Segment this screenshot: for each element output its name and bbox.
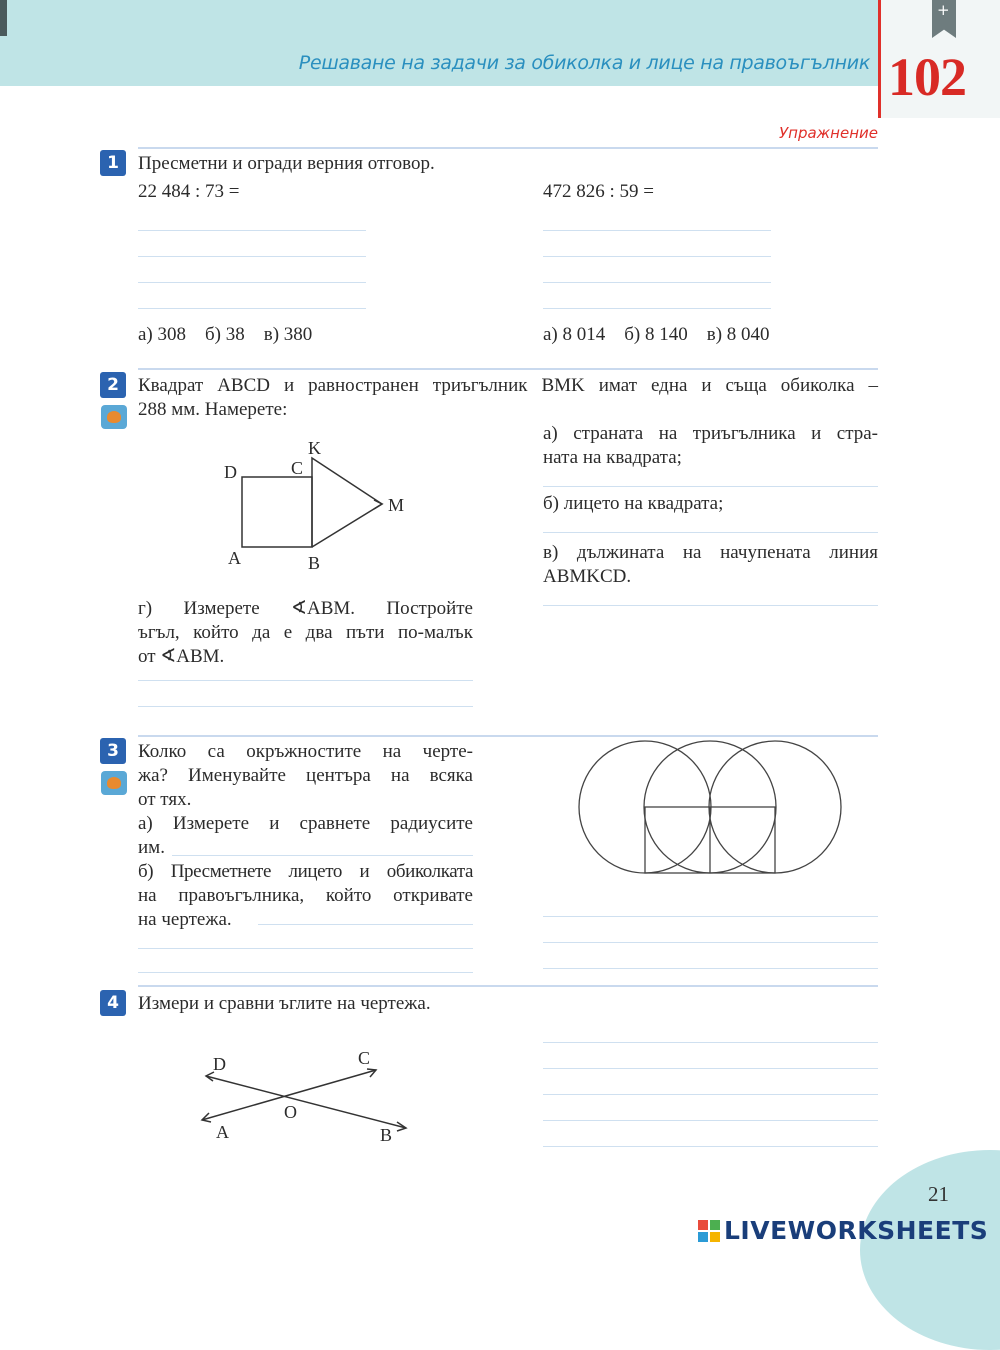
task-3-line7: на правоъгълника, който откривате <box>138 885 473 906</box>
label-c: C <box>358 1048 371 1068</box>
task-3-line4: а) Измерете и сравнете радиусите <box>138 813 473 834</box>
task-2-a-line1: а) страната на триъгълника и стра- <box>543 423 878 444</box>
task-2-prompt-line2: 288 мм. Намерете: <box>138 399 288 420</box>
answer-line[interactable] <box>543 968 878 969</box>
answer-line[interactable] <box>543 256 771 257</box>
task-1-number: 1 <box>100 150 126 176</box>
answer-line[interactable] <box>543 1068 878 1069</box>
answer-line[interactable] <box>138 256 366 257</box>
triangle-bmk <box>312 458 382 547</box>
answer-line[interactable] <box>543 532 878 533</box>
task-1-right-options[interactable]: а) 8 014 б) 8 140 в) 8 040 <box>543 324 770 345</box>
label-c: C <box>291 458 304 478</box>
answer-line[interactable] <box>543 486 878 487</box>
page-title: Решаване на задачи за обиколка и лице на правоъгълник <box>298 52 870 74</box>
label-d: D <box>213 1054 226 1074</box>
answer-line[interactable] <box>543 1094 878 1095</box>
task-2-b: б) лицето на квадрата; <box>543 493 724 514</box>
task-3-line3: от тях. <box>138 789 192 810</box>
label-b: B <box>308 553 321 573</box>
brand-name: LIVEWORKSHEETS <box>724 1216 989 1245</box>
answer-line[interactable] <box>543 1120 878 1121</box>
page-number: 21 <box>928 1182 949 1206</box>
task-3-line6: б) Пресметнете лицето и обиколката <box>138 861 473 882</box>
square-abcd <box>242 477 312 547</box>
answer-line[interactable] <box>138 706 473 707</box>
task-2-prompt-line1: Квадрат ABCD и равностранен триъгълник BMK имат една и съща обиколка – <box>138 375 878 396</box>
task-3-number: 3 <box>100 738 126 764</box>
section-rule <box>138 147 878 149</box>
answer-line[interactable] <box>543 308 771 309</box>
answer-line[interactable] <box>543 1042 878 1043</box>
bookmark-plus-icon: + <box>937 1 950 19</box>
task-2-c-line2: ABMKCD. <box>543 566 632 587</box>
task-2-a-line2: ната на квадрата; <box>543 447 682 468</box>
owl-icon <box>101 405 127 429</box>
answer-line[interactable] <box>543 230 771 231</box>
section-rule <box>138 985 878 987</box>
task-3-line5: им. <box>138 837 165 858</box>
task-1-right-expression: 472 826 : 59 = <box>543 181 654 202</box>
task-2-d-line3: от ∢ABM. <box>138 646 225 667</box>
task-2-number: 2 <box>100 372 126 398</box>
answer-line[interactable] <box>258 924 473 925</box>
answer-line[interactable] <box>543 1146 878 1147</box>
answer-line[interactable] <box>543 942 878 943</box>
circles-figure <box>570 735 850 885</box>
arrow-m <box>374 500 382 509</box>
label-a: A <box>216 1122 229 1142</box>
lesson-number: 102 <box>888 47 966 107</box>
line-db <box>206 1076 406 1128</box>
answer-line[interactable] <box>138 680 473 681</box>
answer-line[interactable] <box>172 855 473 856</box>
label-d: D <box>224 462 237 482</box>
liveworksheets-logo-icon <box>698 1220 720 1242</box>
label-k: K <box>308 438 321 458</box>
task-2-c-line1: в) дължината на начупената линия <box>543 542 878 563</box>
answer-line[interactable] <box>138 948 473 949</box>
label-o: O <box>284 1102 297 1122</box>
task-1-left-expression: 22 484 : 73 = <box>138 181 240 202</box>
task-2-d-line2: ъгъл, който да е два пъти по-малък <box>138 622 473 643</box>
task-3-line2: жа? Именувайте центъра на всяка <box>138 765 473 786</box>
owl-icon <box>101 771 127 795</box>
square-triangle-figure <box>200 430 430 580</box>
section-rule <box>138 368 878 370</box>
answer-line[interactable] <box>138 972 473 973</box>
answer-line[interactable] <box>138 308 366 309</box>
label-a: A <box>228 548 241 568</box>
answer-line[interactable] <box>543 282 771 283</box>
corner-tab <box>0 0 7 36</box>
arrow-c <box>367 1069 376 1077</box>
section-label: Упражнение <box>779 124 878 142</box>
task-4-number: 4 <box>100 990 126 1016</box>
angles-figure <box>190 1040 430 1150</box>
label-m: M <box>388 495 405 515</box>
task-1-left-options[interactable]: а) 308 б) 38 в) 380 <box>138 324 313 345</box>
task-1-prompt: Пресметни и огради верния отговор. <box>138 153 435 174</box>
task-3-line8: на чертежа. <box>138 909 232 930</box>
task-3-line1: Колко са окръжностите на черте- <box>138 741 473 762</box>
answer-line[interactable] <box>138 282 366 283</box>
task-2-d-line1: г) Измерете ∢ABM. Постройте <box>138 598 473 619</box>
footer-decoration <box>860 1150 1000 1350</box>
answer-line[interactable] <box>543 916 878 917</box>
answer-line[interactable] <box>543 605 878 606</box>
answer-line[interactable] <box>138 230 366 231</box>
label-b: B <box>380 1125 393 1145</box>
task-4-prompt: Измери и сравни ъглите на чертежа. <box>138 993 431 1014</box>
